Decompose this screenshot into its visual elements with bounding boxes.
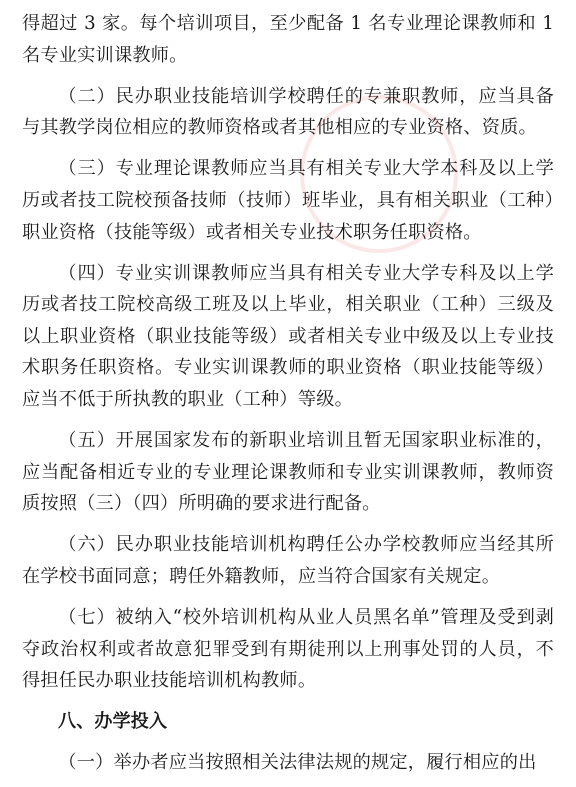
paragraph-continuation: 得超过 3 家。每个培训项目，至少配备 1 名专业理论课教师和 1 名专业实训课教师。 [22, 13, 554, 66]
paragraph-item-4: （四）专业实训课教师应当具有相关专业大学专科及以上学历或者技工院校高级工班及以上毕业，相关职业（工种）三级及以上职业资格（职业技能等级）或者相关专业中级及以上专业技术职务任职资格。专业实训课教师的职业资格（职业技能等级）应当不低于所执教的职业（工种）等级。 [22, 262, 554, 411]
paragraph-item-7: （七）被纳入“校外培训机构从业人员黑名单”管理及受到剥夺政治权利或者故意犯罪受到有期徒刑以上刑事处罚的人员，不得担任民办职业技能培训机构教师。 [22, 607, 554, 692]
paragraph-item-6: （六）民办职业技能培训机构聘任公办学校教师应当经其所在学校书面同意；聘任外籍教师，应当符合国家有关规定。 [22, 534, 554, 587]
paragraph-section-8-item-1: （一）举办者应当按照相关法律法规的规定，履行相应的出 [58, 752, 537, 774]
paragraph-item-2: （二）民办职业技能培训学校聘任的专兼职教师，应当具备与其教学岗位相应的教师资格或者其他相应的专业资格、资质。 [22, 85, 554, 139]
paragraph-item-5: （五）开展国家发布的新职业培训且暂无国家职业标准的，应当配备相近专业的专业理论课教师和专业实训课教师，教师资质按照（三）（四）所明确的要求进行配备。 [22, 430, 554, 515]
paragraph-item-3: （三）专业理论课教师应当具有相关专业大学本科及以上学历或者技工院校预备技师（技师）班毕业，具有相关职业（工种）职业资格（技能等级）或者相关专业技术职务任职资格。 [22, 158, 554, 243]
section-heading: 八、办学投入 [58, 711, 168, 733]
